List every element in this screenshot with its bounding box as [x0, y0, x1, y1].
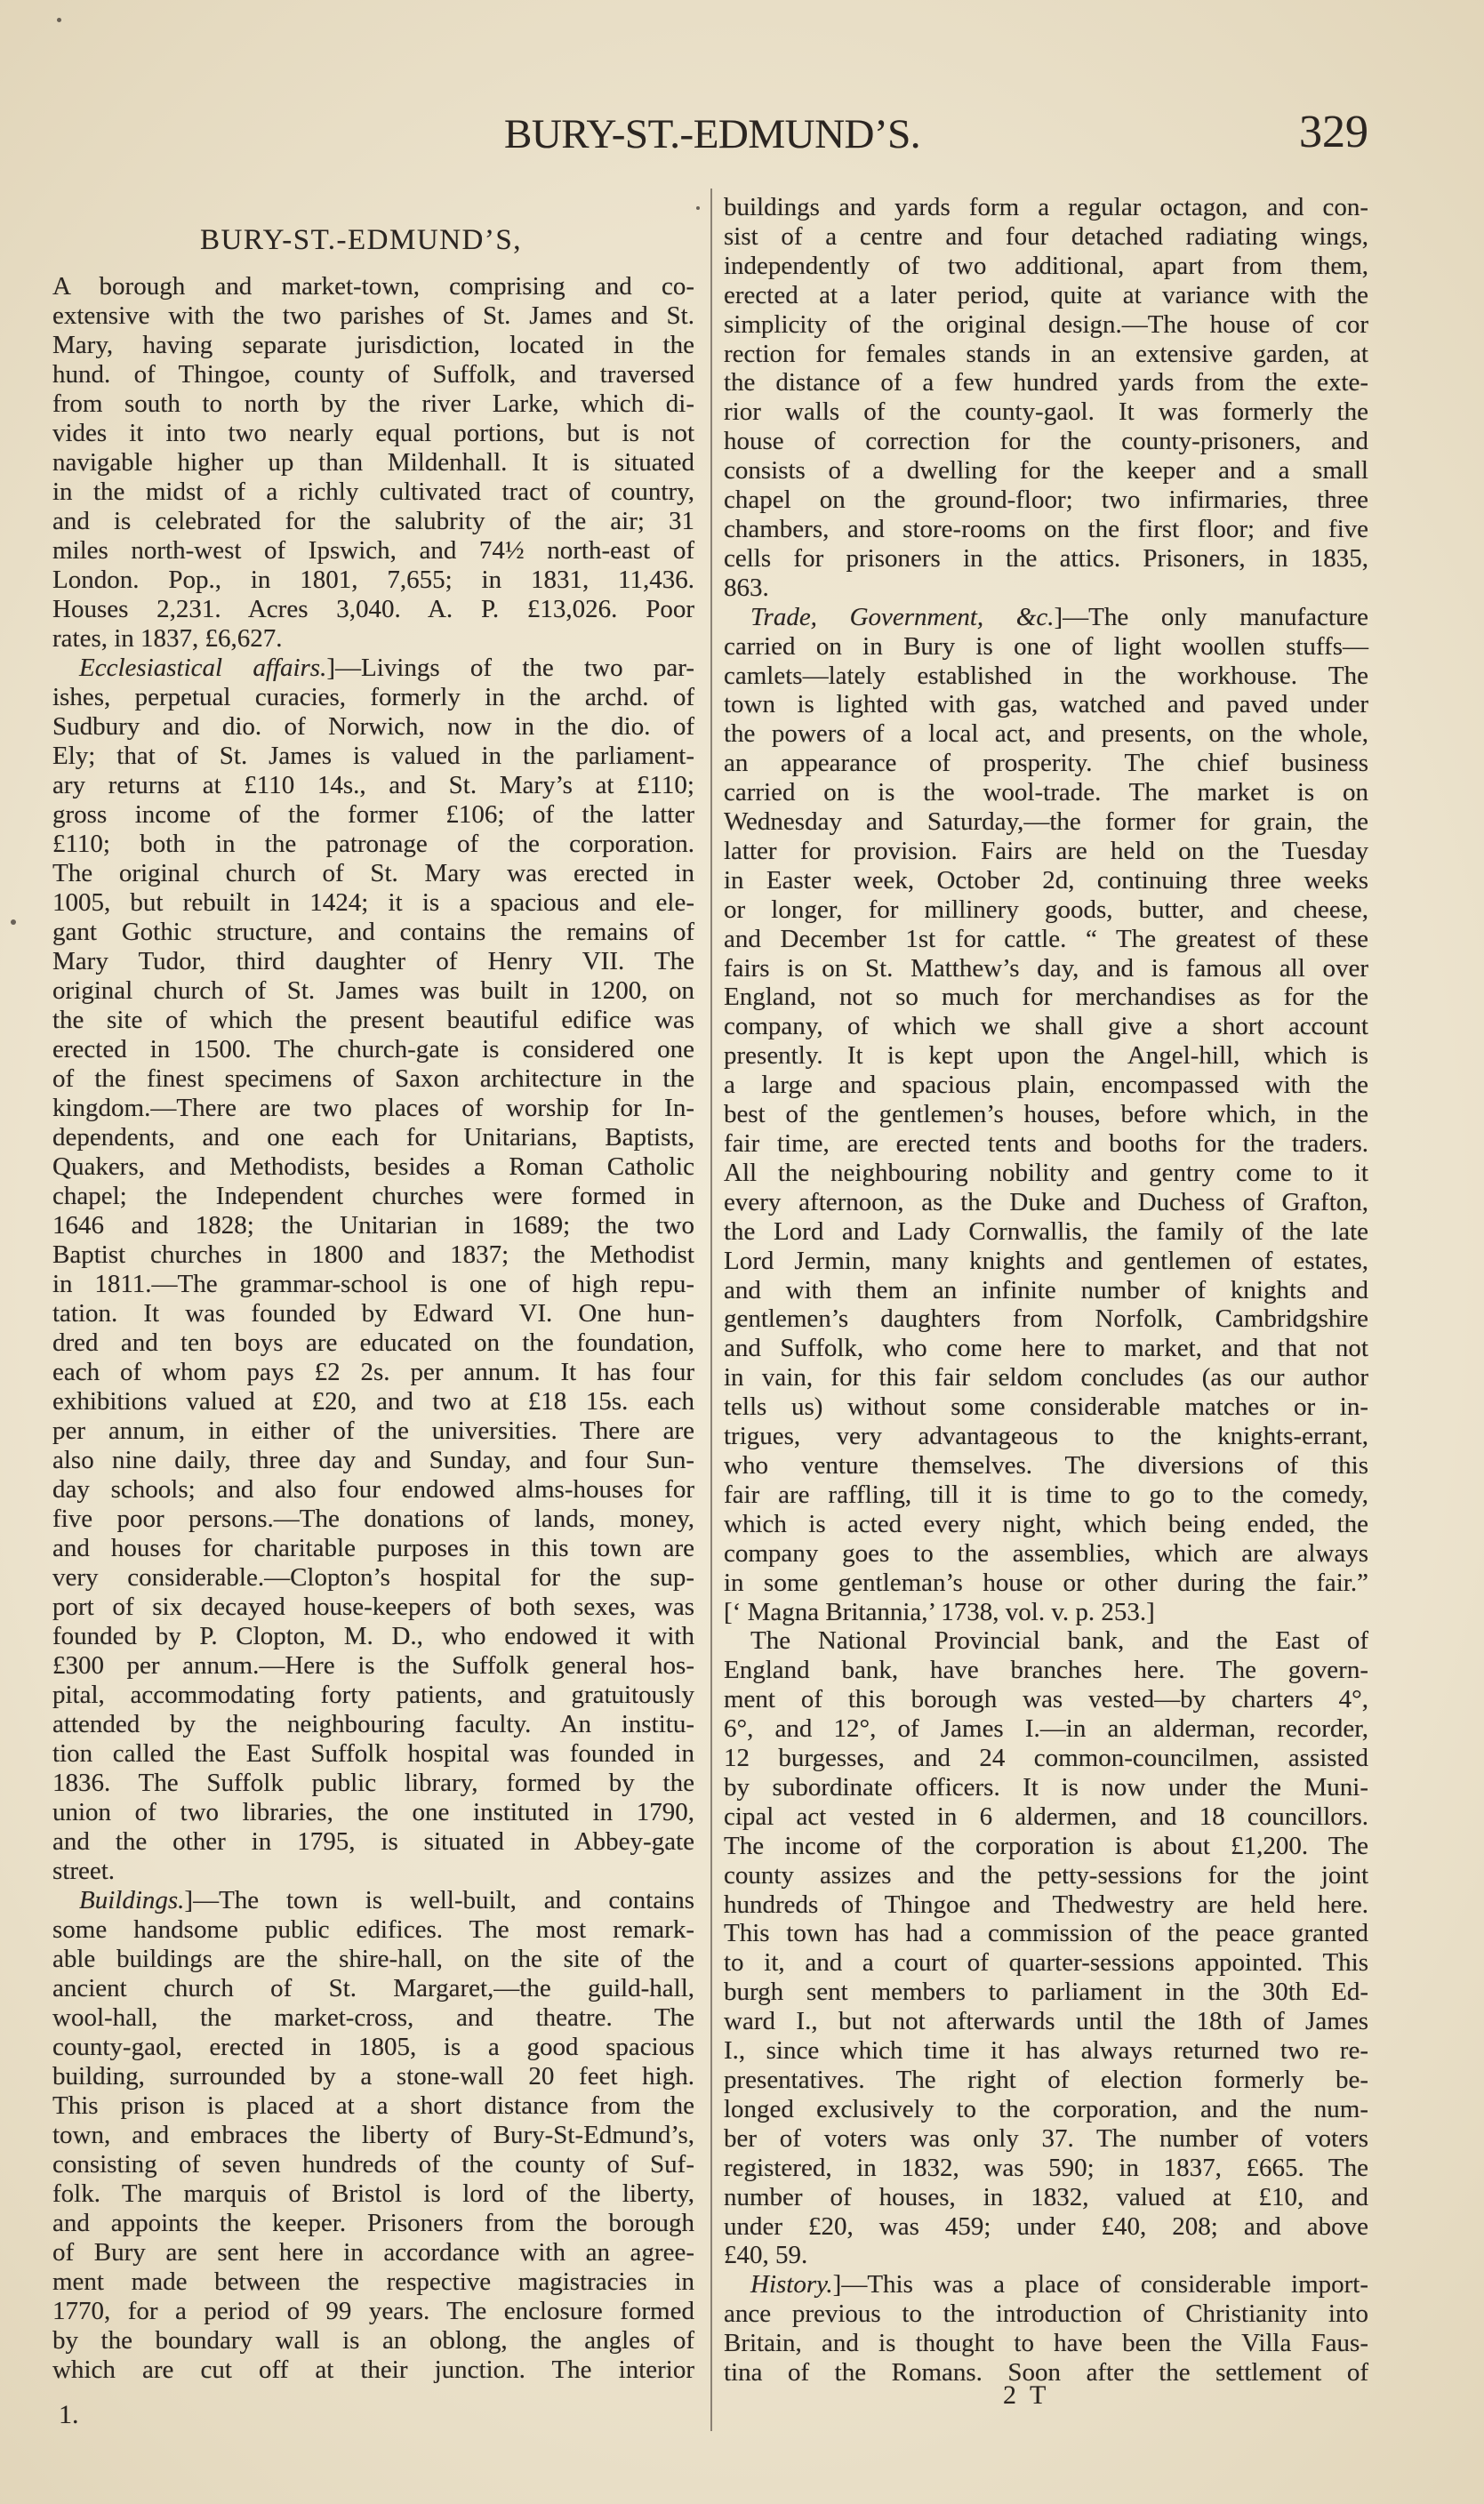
- text-line: The National Provincial bank, and the East of: [750, 1626, 1368, 1656]
- text-line: in 1811.—The grammar-school is one of high repu-: [52, 1270, 694, 1298]
- text-line: and the other in 1795, is situated in Abbey-gate: [52, 1827, 694, 1856]
- text-line: also nine daily, three day and Sunday, and four Sun-: [52, 1446, 694, 1474]
- run-in-heading: Trade, Government, &c.: [750, 602, 1055, 631]
- text-line: union of two libraries, the one instituted in 1790,: [52, 1798, 694, 1826]
- text-line: some handsome public edifices. The most remark-: [52, 1915, 694, 1944]
- text-line: a large and spacious plain, encompassed with the: [724, 1071, 1368, 1100]
- text-line: rection for females stands in an extensive garden, at: [724, 339, 1368, 368]
- text-line: [724, 603, 1368, 632]
- line-text: ]—Livings of the two par-: [326, 654, 694, 682]
- run-in-heading: History.: [750, 2270, 833, 2299]
- text-line: [52, 654, 694, 683]
- signature-mark-left: 1.: [59, 2400, 79, 2429]
- text-line: registered, in 1832, was 590; in 1837, £665. The: [724, 2153, 1368, 2182]
- text-line: original church of St. James was built in 1200, on: [52, 976, 694, 1005]
- text-line: which is acted every night, which being ended, the: [724, 1509, 1368, 1538]
- text-line: the site of which the present beautiful edifice was: [52, 1006, 694, 1034]
- text-line: tion called the East Suffolk hospital was founded in: [52, 1739, 694, 1768]
- text-line: day schools; and also four endowed alms-houses for: [52, 1475, 694, 1504]
- text-line: tation. It was founded by Edward VI. One hun-: [52, 1299, 694, 1328]
- text-line: Sudbury and dio. of Norwich, now in the dio. of: [52, 712, 694, 741]
- text-line: under £20, was 459; under £40, 208; and above: [724, 2211, 1368, 2241]
- text-line: 863.: [724, 573, 769, 602]
- text-line: Ely; that of St. James is valued in the parliament-: [52, 742, 694, 770]
- text-line: of Bury are sent here in accordance with an agree-: [52, 2238, 694, 2267]
- text-line: tells us) without some considerable matches or in-: [724, 1392, 1368, 1422]
- text-line: able buildings are the shire-hall, on the site of the: [52, 1945, 694, 1973]
- text-line: camlets—lately established in the workhouse. The: [724, 661, 1368, 690]
- text-line: latter for provision. Fairs are held on the Tuesday: [724, 836, 1368, 865]
- text-line: hund. of Thingoe, county of Suffolk, and traversed: [52, 360, 694, 389]
- text-line: or longer, for millinery goods, butter, and cheese,: [724, 895, 1368, 924]
- text-line: £110; both in the patronage of the corporation.: [52, 830, 694, 858]
- line-text: ]—This was a place of considerable import-: [832, 2270, 1368, 2299]
- text-line: £300 per annum.—Here is the Suffolk general hos-: [52, 1651, 694, 1680]
- text-line: the distance of a few hundred yards from the exte-: [724, 368, 1368, 397]
- text-line: ward I., but not afterwards until the 18th of James: [724, 2007, 1368, 2036]
- page-number: 329: [1299, 107, 1368, 157]
- text-line: presentatives. The right of election formerly be-: [724, 2066, 1368, 2094]
- run-in-heading: Buildings.: [79, 1886, 185, 1914]
- text-line: 1646 and 1828; the Unitarian in 1689; the two: [52, 1211, 694, 1240]
- text-line: Mary, having separate jurisdiction, located in the: [52, 331, 694, 359]
- text-line: hundreds of Thingoe and Thedwestry are held here.: [724, 1890, 1368, 1919]
- text-line: and December 1st for cattle. “ The greatest of these: [724, 924, 1368, 953]
- text-line: and is celebrated for the salubrity of the air; 31: [52, 507, 694, 535]
- text-line: Houses 2,231. Acres 3,040. A. P. £13,026. Poor: [52, 595, 694, 623]
- text-line: by the boundary wall is an oblong, the angles of: [52, 2326, 694, 2355]
- text-line: presently. It is kept upon the Angel-hill, which is: [724, 1041, 1368, 1071]
- text-line: the Lord and Lady Cornwallis, the family of the late: [724, 1216, 1368, 1246]
- text-line: A borough and market-town, comprising and co-: [52, 272, 694, 301]
- signature-mark-right: 2 T: [1003, 2380, 1050, 2410]
- text-line: extensive with the two parishes of St. James and St.: [52, 301, 694, 330]
- text-line: ment made between the respective magistracies in: [52, 2267, 694, 2296]
- text-line: buildings and yards form a regular octagon, and con-: [724, 193, 1368, 221]
- text-line: to it, and a court of quarter-sessions appointed. This: [724, 1948, 1368, 1978]
- text-line: five poor persons.—The donations of lands, money,: [52, 1505, 694, 1533]
- text-line: from south to north by the river Larke, which di-: [52, 389, 694, 418]
- text-line: company, of which we shall give a short account: [724, 1012, 1368, 1041]
- text-line: [‘ Magna Britannia,’ 1738, vol. v. p. 253.]: [724, 1597, 1155, 1626]
- text-line: Baptist churches in 1800 and 1837; the Methodist: [52, 1240, 694, 1269]
- text-line: rates, in 1837, £6,627.: [52, 624, 283, 653]
- text-line: consisting of seven hundreds of the county of Suf-: [52, 2150, 694, 2179]
- text-line: attended by the neighbouring faculty. An institu-: [52, 1710, 694, 1738]
- text-line: per annum, in either of the universities. There are: [52, 1417, 694, 1445]
- text-line: [724, 2270, 1368, 2299]
- text-line: port of six decayed house-keepers of both sexes, was: [52, 1593, 694, 1621]
- text-line: and appoints the keeper. Prisoners from the borough: [52, 2209, 694, 2237]
- text-line: town, and embraces the liberty of Bury-St-Edmund’s,: [52, 2121, 694, 2149]
- text-line: burgh sent members to parliament in the 30th Ed-: [724, 1978, 1368, 2007]
- article-title: BURY-ST.-EDMUND’S,: [200, 224, 522, 256]
- text-line: ance previous to the introduction of Christianity into: [724, 2299, 1368, 2329]
- text-line: town is lighted with gas, watched and paved under: [724, 690, 1368, 719]
- text-line: and houses for charitable purposes in this town are: [52, 1534, 694, 1562]
- text-line: Britain, and is thought to have been the Villa Faus-: [724, 2329, 1368, 2358]
- text-line: longed exclusively to the corporation, and the num-: [724, 2094, 1368, 2123]
- line-text: ]—The only manufacture: [1054, 602, 1368, 631]
- text-line: This prison is placed at a short distance from the: [52, 2091, 694, 2120]
- text-line: fair time, are erected tents and booths for the traders.: [724, 1129, 1368, 1158]
- text-line: 1005, but rebuilt in 1424; it is a spacious and ele-: [52, 888, 694, 917]
- left-column: [52, 272, 694, 2385]
- text-line: each of whom pays £2 2s. per annum. It has four: [52, 1358, 694, 1386]
- text-line: ancient church of St. Margaret,—the guild-hall,: [52, 1974, 694, 2002]
- text-line: simplicity of the original design.—The house of cor: [724, 309, 1368, 339]
- text-line: rior walls of the county-gaol. It was formerly the: [724, 397, 1368, 427]
- text-line: Wednesday and Saturday,—the former for grain, the: [724, 807, 1368, 837]
- ink-speck: [57, 18, 61, 22]
- text-line: an appearance of prosperity. The chief business: [724, 749, 1368, 778]
- text-line: wool-hall, the market-cross, and theatre. The: [52, 2003, 694, 2032]
- text-line: who venture themselves. The diversions of this: [724, 1450, 1368, 1480]
- text-line: 12 burgesses, and 24 common-councilmen, assisted: [724, 1744, 1368, 1773]
- text-line: street.: [52, 1857, 116, 1885]
- text-line: The original church of St. Mary was erected in: [52, 859, 694, 887]
- text-line: folk. The marquis of Bristol is lord of the liberty,: [52, 2179, 694, 2208]
- text-line: ber of voters was only 37. The number of voters: [724, 2123, 1368, 2153]
- text-line: tina of the Romans. Soon after the settlement of: [724, 2358, 1368, 2388]
- text-line: 1770, for a period of 99 years. The enclosure formed: [52, 2297, 694, 2325]
- text-line: Quakers, and Methodists, besides a Roman Catholic: [52, 1152, 694, 1181]
- text-line: every afternoon, as the Duke and Duchess of Grafton,: [724, 1187, 1368, 1216]
- text-line: sist of a centre and four detached radiating wings,: [724, 221, 1368, 251]
- text-line: of the finest specimens of Saxon architecture in the: [52, 1064, 694, 1093]
- text-line: 1836. The Suffolk public library, formed by the: [52, 1769, 694, 1797]
- text-line: fair are raffling, till it is time to go to the comedy,: [724, 1480, 1368, 1509]
- ink-speck: [696, 206, 700, 210]
- column-rule: [710, 189, 712, 2431]
- text-line: and Suffolk, who come here to market, and that not: [724, 1334, 1368, 1363]
- text-line: Lord Jermin, many knights and gentlemen of estates,: [724, 1246, 1368, 1275]
- text-line: fairs is on St. Matthew’s day, and is famous all over: [724, 953, 1368, 983]
- text-line: dependents, and one each for Unitarians, Baptists,: [52, 1123, 694, 1152]
- text-line: number of houses, in 1832, valued at £10, and: [724, 2182, 1368, 2211]
- text-line: cells for prisoners in the attics. Prisoners, in 1835,: [724, 543, 1368, 573]
- text-line: cipal act vested in 6 aldermen, and 18 councillors.: [724, 1802, 1368, 1831]
- text-line: London. Pop., in 1801, 7,655; in 1831, 11,436.: [52, 566, 694, 594]
- running-head: BURY-ST.-EDMUND’S.: [504, 111, 920, 157]
- run-in-heading: Ecclesiastical affairs.: [79, 654, 327, 682]
- text-line: miles north-west of Ipswich, and 74½ north-east of: [52, 536, 694, 565]
- text-line: chapel on the ground-floor; two infirmaries, three: [724, 486, 1368, 515]
- text-line: England, not so much for merchandises as for the: [724, 983, 1368, 1012]
- text-line: gross income of the former £106; of the latter: [52, 800, 694, 829]
- text-line: erected at a later period, quite at variance with the: [724, 280, 1368, 309]
- text-line: I., since which time it has always returned two re-: [724, 2036, 1368, 2066]
- text-line: gentlemen’s daughters from Norfolk, Cambridgshire: [724, 1304, 1368, 1334]
- ink-speck: [11, 919, 16, 925]
- text-line: £40, 59.: [724, 2241, 808, 2270]
- text-line: by subordinate officers. It is now under the Muni-: [724, 1772, 1368, 1802]
- text-line: carried on is the wool-trade. The market is on: [724, 778, 1368, 807]
- text-line: building, surrounded by a stone-wall 20 feet high.: [52, 2062, 694, 2091]
- text-line: pital, accommodating forty patients, and gratuitously: [52, 1681, 694, 1709]
- text-line: the powers of a local act, and presents, on the whole,: [724, 719, 1368, 749]
- text-line: ishes, perpetual curacies, formerly in the archd. of: [52, 683, 694, 711]
- text-line: company goes to the assemblies, which are always: [724, 1538, 1368, 1568]
- text-line: erected in 1500. The church-gate is considered one: [52, 1035, 694, 1063]
- text-line: carried on in Bury is one of light woollen stuffs—: [724, 631, 1368, 661]
- text-line: best of the gentlemen’s houses, before which, in the: [724, 1100, 1368, 1129]
- text-line: dred and ten boys are educated on the foundation,: [52, 1328, 694, 1357]
- text-line: England bank, have branches here. The govern-: [724, 1656, 1368, 1685]
- text-line: county assizes and the petty-sessions for the joint: [724, 1860, 1368, 1890]
- text-line: in Easter week, October 2d, continuing three weeks: [724, 865, 1368, 895]
- text-line: consists of a dwelling for the keeper and a small: [724, 456, 1368, 486]
- text-line: ment of this borough was vested—by charters 4°,: [724, 1685, 1368, 1714]
- text-line: kingdom.—There are two places of worship for In-: [52, 1094, 694, 1122]
- text-line: chapel; the Independent churches were formed in: [52, 1182, 694, 1210]
- text-line: gant Gothic structure, and contains the remains of: [52, 918, 694, 946]
- text-line: in the midst of a richly cultivated tract of country,: [52, 478, 694, 506]
- text-line: All the neighbouring nobility and gentry come to it: [724, 1158, 1368, 1187]
- text-line: exhibitions valued at £20, and two at £18 15s. each: [52, 1387, 694, 1416]
- right-column: [724, 193, 1368, 2388]
- text-line: founded by P. Clopton, M. D., who endowed it with: [52, 1622, 694, 1650]
- text-line: which are cut off at their junction. The interior: [52, 2356, 694, 2384]
- text-line: chambers, and store-rooms on the first floor; and five: [724, 514, 1368, 543]
- text-line: vides it into two nearly equal portions, but is not: [52, 419, 694, 447]
- text-line: county-gaol, erected in 1805, is a good spacious: [52, 2033, 694, 2061]
- text-line: 6°, and 12°, of James I.—in an alderman, recorder,: [724, 1714, 1368, 1744]
- text-line: Mary Tudor, third daughter of Henry VII. The: [52, 947, 694, 975]
- text-line: navigable higher up than Mildenhall. It is situated: [52, 448, 694, 477]
- text-line: very considerable.—Clopton’s hospital for the sup-: [52, 1563, 694, 1592]
- text-line: in some gentleman’s house or other during the fair.”: [724, 1568, 1368, 1597]
- text-line: trigues, very advantageous to the knights-errant,: [724, 1422, 1368, 1451]
- text-line: [52, 1886, 694, 1915]
- text-line: and with them an infinite number of knights and: [724, 1275, 1368, 1304]
- text-line: This town has had a commission of the peace granted: [724, 1919, 1368, 1948]
- text-line: ary returns at £110 14s., and St. Mary’s at £110;: [52, 771, 694, 799]
- text-line: house of correction for the county-prisoners, and: [724, 427, 1368, 456]
- line-text: ]—The town is well-built, and contains: [184, 1886, 694, 1914]
- text-line: in vain, for this fair seldom concludes (as our author: [724, 1363, 1368, 1392]
- text-line: independently of two additional, apart from them,: [724, 251, 1368, 280]
- text-line: The income of the corporation is about £1,200. The: [724, 1831, 1368, 1860]
